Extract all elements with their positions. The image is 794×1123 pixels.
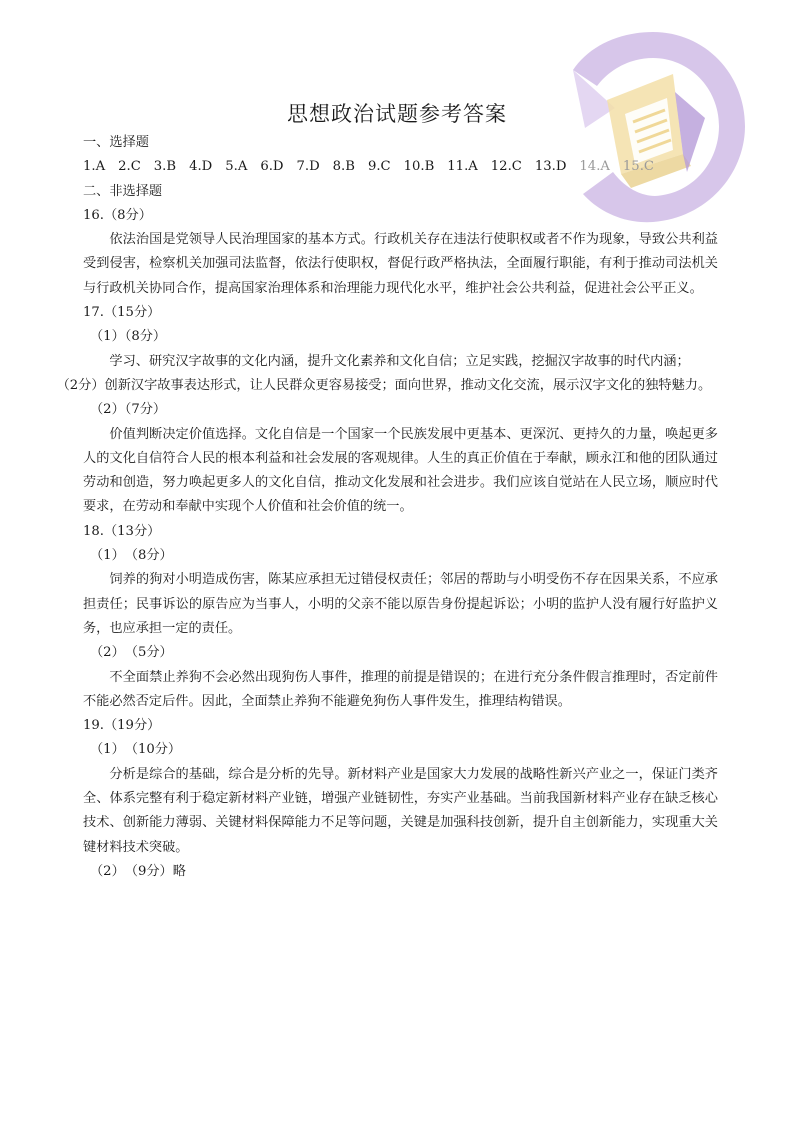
choice-answer: 2.C	[118, 159, 141, 175]
q18-part2-answer: 不全面禁止养狗不会必然出现狗伤人事件，推理的前提是错误的；在进行充分条件假言推理时，否定前件不能必然否定后件。因此，全面禁止养狗不能避免狗伤人事件发生，推理结构错误。	[83, 669, 718, 709]
choice-answer: 5.A	[225, 159, 248, 175]
q19-part1-label: （1） （10分）	[90, 742, 182, 758]
q17-label: 17.（15分）	[83, 305, 161, 321]
q19-label: 19.（19分）	[83, 718, 161, 734]
q17-part2-answer: 价值判断决定价值选择。文化自信是一个国家一个民族发展中更基本、更深沉、更持久的力量，唤起更多人的文化自信符合人民的根本利益和社会发展的客观规律。人生的真正价值在于奉献，顾永江和他的团队通过劳动和创造，努力唤起更多人的文化自信，推动文化发展和社会进步。我们应该自觉站在人民立场，顺应时代要求，在劳动和奉献中实现个人价值和社会价值的统一。	[83, 426, 718, 515]
choice-answer: 14.A	[579, 159, 610, 175]
q18-label: 18.（13分）	[83, 523, 161, 539]
q17-part2-label: （2）（7分）	[90, 402, 167, 418]
q19-part1-answer: 分析是综合的基础，综合是分析的先导。新材料产业是国家大力发展的战略性新兴产业之一，保证门类齐全、体系完整有利于稳定新材料产业链，增强产业链韧性，夯实产业基础。当前我国新材料产业存在缺乏核心技术、创新能力薄弱、关键材料保障能力不足等问题，关键是加强科技创新，提升自主创新能力，实现重大关键材料技术突破。	[83, 766, 718, 855]
choice-answer: 15.C	[622, 159, 654, 175]
section-heading-choice: 一、选择题	[83, 135, 149, 150]
section-heading-nonchoice: 二、非选择题	[83, 183, 163, 199]
q18-part1-label: （1） （8分）	[90, 548, 173, 564]
choice-answer: 1.A	[83, 159, 106, 175]
q19-part2-label: （2） （9分）略	[90, 863, 186, 879]
q16-answer: 依法治国是党领导人民治理国家的基本方式。行政机关存在违法行使职权或者不作为现象，导致公共利益受到侵害，检察机关加强司法监督，依法行使职权，督促行政严格执法，全面履行职能，有利于推动司法机关与行政机关协同合作，提高国家治理体系和治理能力现代化水平，维护社会公共利益，促进社会公平正义。	[83, 232, 718, 296]
choice-answer: 6.D	[260, 159, 284, 175]
choice-answer: 3.B	[153, 159, 177, 175]
choice-answer: 12.C	[490, 159, 522, 175]
q17-part1-text1: 学习、研究汉字故事的文化内涵，提升文化素养和文化自信；立足实践，挖掘汉字故事的时代内涵；	[109, 353, 690, 369]
q16-label: 16.（8分）	[83, 207, 152, 223]
choice-answer: 13.D	[534, 159, 567, 175]
choice-answer: 10.B	[403, 159, 435, 175]
q17-part1-text2: （2分）创新汉字故事表达形式，让人民群众更容易接受；面向世界，推动文化交流，展示汉字文化的独特魅力。	[56, 377, 712, 393]
q17-part1-answer	[56, 350, 718, 399]
q18-part1-answer: 饲养的狗对小明造成伤害，陈某应承担无过错侵权责任；邻居的帮助与小明受伤不存在因果关系，不应承担责任；民事诉讼的原告应为当事人，小明的父亲不能以原告身份提起诉讼；小明的监护人没有履行好监护义务，也应承担一定的责任。	[83, 572, 718, 636]
choice-answer: 9.C	[367, 159, 391, 175]
page-title: 思想政治试题参考答案	[287, 102, 507, 126]
q17-part1-label: （1）（8分）	[90, 329, 167, 345]
answer-content	[56, 131, 718, 884]
choice-answer: 11.A	[447, 159, 478, 175]
choice-answers	[83, 155, 718, 179]
q18-part2-label: （2） （5分）	[90, 645, 173, 661]
choice-answer: 4.D	[189, 159, 213, 175]
choice-answer: 7.D	[296, 159, 320, 175]
choice-answer: 8.B	[332, 159, 355, 175]
